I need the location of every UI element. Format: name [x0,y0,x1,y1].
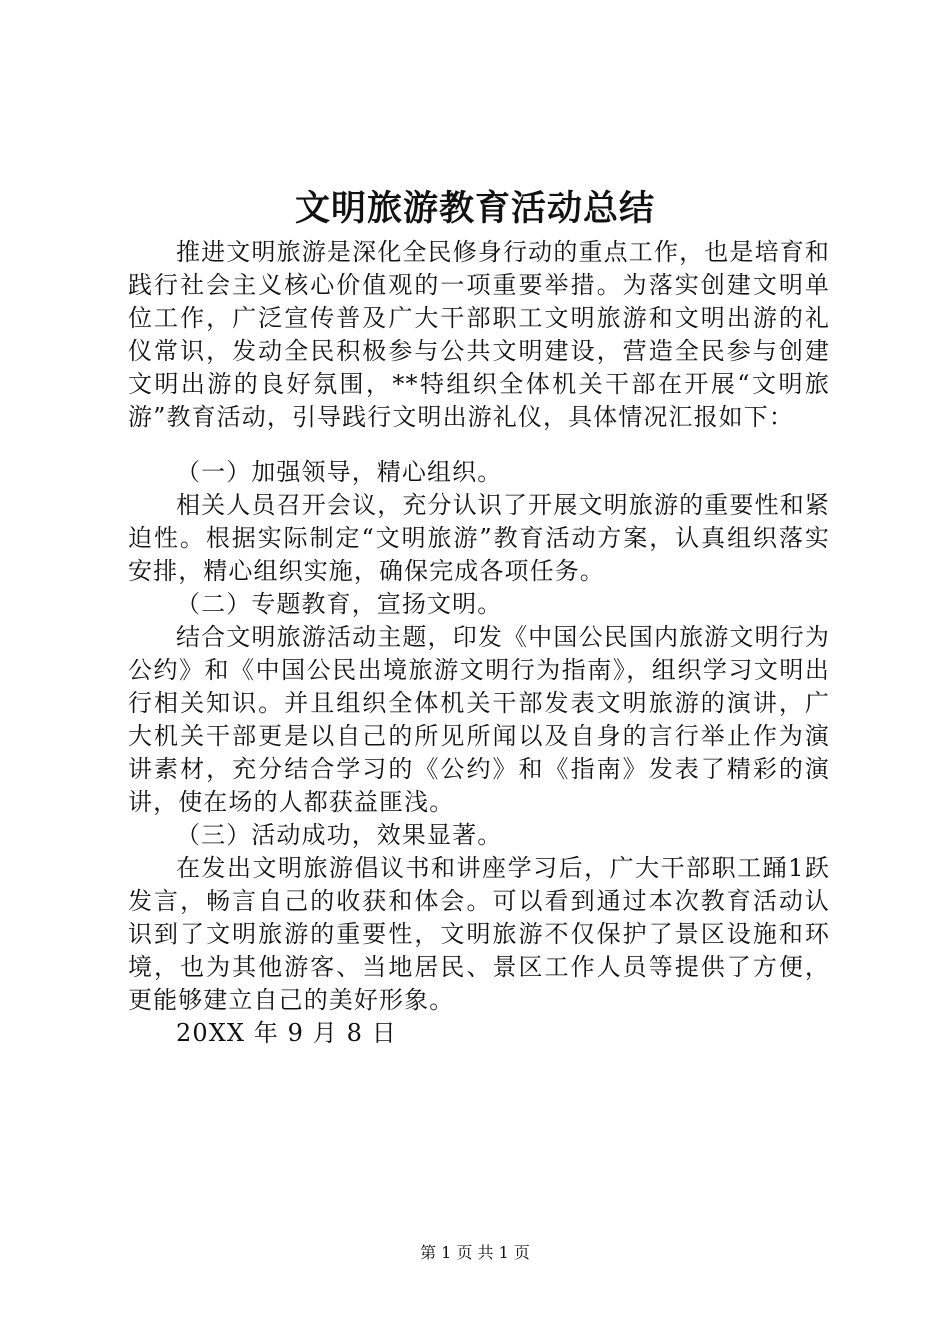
section-body-1: 相关人员召开会议，充分认识了开展文明旅游的重要性和紧迫性。根据实际制定“文明旅游”教育活动方案，认真组织落实安排，精心组织实施，确保完成各项任务。 [128,491,830,585]
section-heading-1: （一）加强领导，精心组织。 [176,458,503,486]
paragraph-gap [128,434,830,456]
section-heading-3: （三）活动成功，效果显著。 [176,821,503,849]
section-heading-2: （二）专题教育，宣扬文明。 [176,590,503,618]
section-body-3: 在发出文明旅游倡议书和讲座学习后，广大干部职工踊1跃发言，畅言自己的收获和体会。可以看到通过本次教育活动认识到了文明旅游的重要性，文明旅游不仅保护了景区设施和环境，也为其他游客、当地居民、景区工作人员等提供了方便，更能够建立自己的美好形象。 [128,854,830,1014]
intro-paragraph: 推进文明旅游是深化全民修身行动的重点工作，也是培育和践行社会主义核心价值观的一项重要举措。为落实创建文明单位工作，广泛宣传普及广大干部职工文明旅游和文明出游的礼仪常识，发动全民积极参与公共文明建设，营造全民参与创建文明出游的良好氛围，**特组织全体机关干部在开展“文明旅游”教育活动，引导践行文明出游礼仪，具体情况汇报如下： [128,238,830,431]
document-body [128,236,830,1050]
document-title: 文明旅游教育活动总结 [294,188,655,229]
section-body-2: 结合文明旅游活动主题，印发《中国公民国内旅游文明行为公约》和《中国公民出境旅游文明行为指南》，组织学习文明出行相关知识。并且组织全体机关干部发表文明旅游的演讲，广大机关干部更是以自己的所见所闻以及自身的言行举止作为演讲素材，充分结合学习的《公约》和《指南》发表了精彩的演讲，使在场的人都获益匪浅。 [128,623,830,816]
page-footer: 第 1 页 共 1 页 [420,1243,530,1262]
document-date: 20XX 年 9 月 8 日 [176,1019,397,1047]
